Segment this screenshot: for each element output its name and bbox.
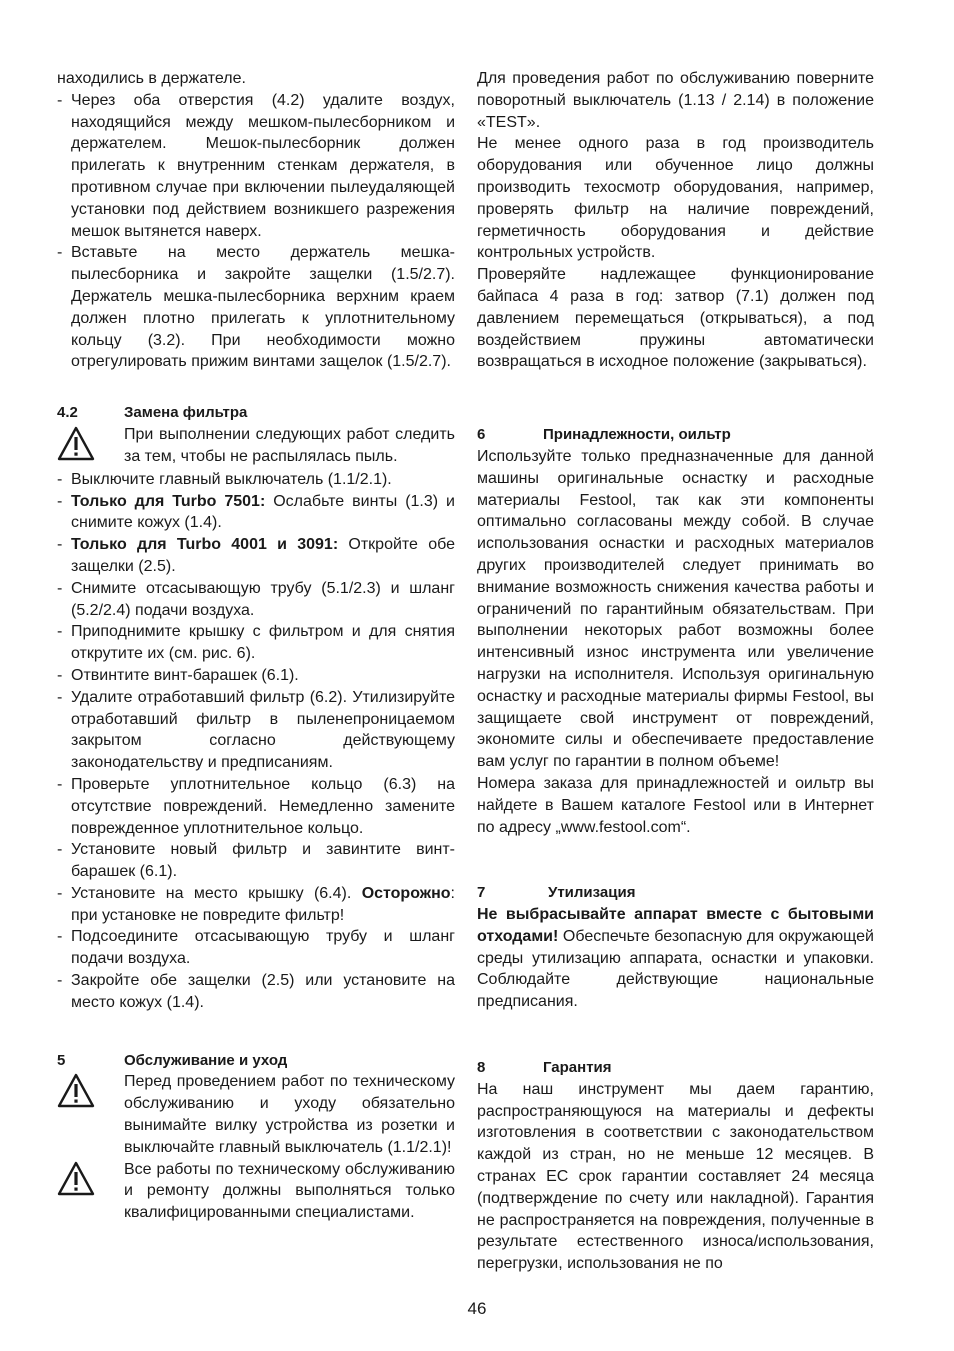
- list-item: - Только для Turbo 4001 и 3091: Откройте обе защелки (2.5).: [57, 536, 455, 575]
- warning-block: Перед проведением работ по техническому обслуживанию и уходу обязательно вынимайте вилку устройства из розетки и выключайте главный выключатель (1.1/2.1)!: [57, 1071, 455, 1158]
- paragraph: Не выбрасывайте аппарат вместе с бытовыми отходами! Обеспечьте безопасную для окружающей среды утилизацию аппарата, оснастки и упаковки. Соблюдайте действующие национальные предписания.: [477, 906, 874, 1011]
- section-heading-6: 6 Принадлежности, оильтр: [477, 426, 731, 444]
- paragraph: Для проведения работ по обслуживанию поверните поворотный выключатель (1.13 / 2.14) в положение «TEST».: [477, 70, 874, 131]
- list-item: - Снимите отсасывающую трубу (5.1/2.3) и шланг (5.2/2.4) подачи воздуха.: [57, 579, 455, 619]
- list-item: - Выключите главный выключатель (1.1/2.1).: [57, 470, 392, 488]
- list-item: - Установите на место крышку (6.4). Осторожно: при установке не повредите фильтр!: [57, 884, 455, 924]
- list-item: - Установите новый фильтр и завинтите винт-барашек (6.1).: [57, 841, 455, 881]
- warning-triangle-icon: [57, 1071, 124, 1158]
- list-item: - Отвинтите винт-барашек (6.1).: [57, 666, 299, 684]
- left-column: [57, 68, 455, 1224]
- section-heading-5: 5 Обслуживание и уход: [57, 1051, 288, 1069]
- right-column: [477, 68, 874, 1275]
- section-heading-8: 8 Гарантия: [477, 1059, 612, 1077]
- paragraph: Номера заказа для принадлежностей и оильтр вы найдете в Вашем каталоге Festool или в Интернет по адресу „www.festool.com“.: [477, 774, 874, 836]
- list-item: - Подсоедините отсасывающую трубу и шланг подачи воздуха.: [57, 928, 455, 968]
- page-number: 46: [467, 1299, 487, 1318]
- list-item: - Закройте обе защелки (2.5) или установите на место кожух (1.4).: [57, 972, 455, 1011]
- paragraph: На наш инструмент мы даем гарантию, распространяющуюся на материалы и дефекты изготовления в соответствии с законодательством каждой из стран, но не меньше 12 месяцев. В странах ЕС срок гарантии составляет 24 месяца (подтверждение по счету или накладной). Гарантия не распространяется на повреждения, полученные в результате естественного износа/использования, перегрузки, использования не по: [477, 1080, 874, 1273]
- warning-block: Все работы по техническому обслуживанию и ремонту должны выполняться только квалифицированными специалистами.: [57, 1159, 455, 1224]
- warning-triangle-icon: [57, 424, 124, 469]
- list-item: - Через оба отверстия (4.2) удалите воздух, находящийся между мешком-пылесборником и держателем. Мешок-пылесборник должен прилегать к внутренним стенкам держателя, в противном случае при включении пылеудаляющей установки под действием возникшего разрежения мешок вытянется наверх.: [57, 91, 455, 240]
- paragraph: находились в держателе.: [57, 70, 246, 87]
- warning-block: При выполнении следующих работ следить за тем, чтобы не распылялась пыль.: [57, 424, 455, 469]
- paragraph: Используйте только предназначенные для данной машины оригинальные оснастку и расходные материалы Festool, так как эти компоненты оптимально согласованы между собой. В случае использования оснастки и расходных материалов других производителей следует принимать во внимание возможность снижения качества работы и ограничений по гарантийным обязательствам. При выполнении некоторых работ возможны более интенсивный износ инструмента или увеличение нагрузки на исполнителя. Используя оригинальную оснастку и расходные материалы фирмы Festool, вы защищаете свой инструмент от повреждений, экономите силы и обеспечиваете предоставление вам услуг по гарантии в полном объеме!: [477, 447, 874, 771]
- list-item: - Проверьте уплотнительное кольцо (6.3) на отсутствие повреждений. Немедленно замените поврежденное уплотнительное кольцо.: [57, 775, 455, 837]
- section-heading-7: 7 Утилизация: [477, 884, 636, 902]
- list-item: - Только для Turbo 7501: Ослабьте винты (1.3) и снимите кожух (1.4).: [57, 492, 455, 532]
- paragraph: Проверяйте надлежащее функционирование байпаса 4 раза в год: затвор (7.1) должен под давлением перемещаться (открываться), а под воздействием пружины автоматически возвращаться в исходное положение (закрываться).: [477, 266, 874, 371]
- list-item: - Удалите отработавший фильтр (6.2). Утилизируйте отработавший фильтр в пыленепроницаемом закрытом согласно действующему законодательству и предписаниям.: [57, 688, 455, 772]
- list-item: - Вставьте на место держатель мешка-пылесборника и закройте защелки (1.5/2.7). Держатель мешка-пылесборника верхним краем должен плотно прилегать к уплотнительному кольцу (3.2). При необходимости можно отрегулировать прижим винтами защелок (1.5/2.7).: [57, 244, 455, 371]
- section-heading-4-2: 4.2 Замена фильтра: [57, 404, 248, 422]
- list-item: - Приподнимите крышку с фильтром и для снятия открутите их (см. рис. 6).: [57, 623, 455, 663]
- warning-triangle-icon: [57, 1159, 124, 1224]
- paragraph: Не менее одного раза в год производитель оборудования или обученное лицо должны производить техосмотр оборудования, например, проверять фильтр на наличие повреждений, герметичность оборудования и действие контрольных устройств.: [477, 135, 874, 262]
